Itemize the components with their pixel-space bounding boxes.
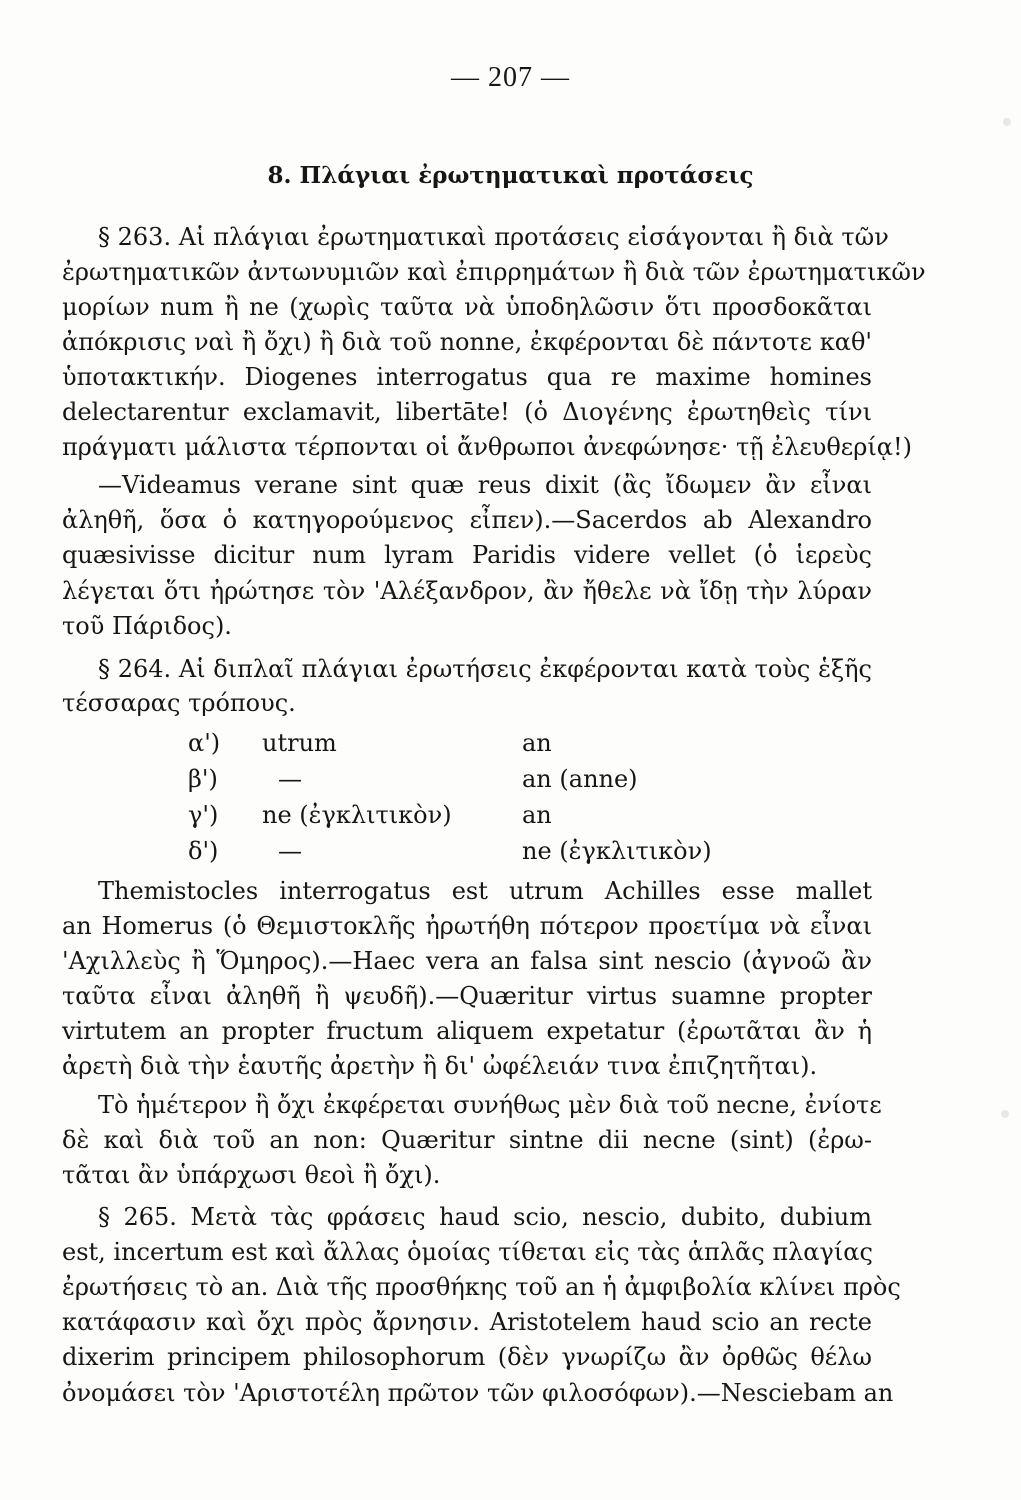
text-line: Τὸ ἡμέτερον ἢ ὄχι ἐκφέρεται συνήθως μὲν διὰ τοῦ necne, ἐνίοτε bbox=[98, 1091, 882, 1119]
scan-dot bbox=[1001, 1110, 1009, 1118]
scan-dot bbox=[1003, 118, 1011, 126]
text-line: ὀνομάσει τὸν 'Αριστοτέλη πρῶτον τῶν φιλοσόφων).—Nesciebam an bbox=[62, 1379, 894, 1407]
section-heading: 8. Πλάγιαι ἐρωτηματικαὶ προτάσεις bbox=[267, 162, 754, 189]
second-particle: an bbox=[522, 801, 552, 829]
text-line: —Videamus verane sint quæ reus dixit (ἂς ἴδωμεν ἂν εἶναι bbox=[98, 471, 872, 499]
text-line: dixerim principem philosophorum (δὲν γνωρίζω ἂν ὀρθῶς θέλω bbox=[62, 1343, 872, 1371]
text-line: quæsivisse dicitur num lyram Paridis videre vellet (ὁ ἱερεὺς bbox=[62, 541, 872, 569]
row-number: γ') bbox=[188, 801, 219, 829]
text-line: ἀρετὴ διὰ τὴν ἑαυτῆς ἀρετὴν ἢ δι' ὠφέλειάν τινα ἐπιζητῆται). bbox=[62, 1052, 818, 1080]
first-particle: ne (ἐγκλιτικὸν) bbox=[262, 801, 452, 829]
first-particle: — bbox=[278, 837, 302, 865]
text-line: § 265. Μετὰ τὰς φράσεις haud scio, nescio, dubito, dubium bbox=[98, 1203, 872, 1231]
text-line: an Homerus (ὁ Θεμιστοκλῆς ἠρωτήθη πότερον προετίμα νὰ εἶναι bbox=[62, 912, 872, 940]
second-particle: ne (ἐγκλιτικὸν) bbox=[522, 837, 712, 865]
first-particle: — bbox=[278, 765, 302, 793]
first-particle: utrum bbox=[262, 729, 337, 757]
text-line: κατάφασιν καὶ ὄχι πρὸς ἄρνησιν. Aristotelem haud scio an recte bbox=[62, 1308, 872, 1336]
text-line: delectarentur exclamavit, libertāte! (ὁ Διογένης ἐρωτηθεὶς τίνι bbox=[62, 398, 872, 426]
text-line: virtutem an propter fructum aliquem expetatur (ἐρωτᾶται ἂν ἡ bbox=[62, 1017, 872, 1045]
text-line: ἐρωτηματικῶν ἀντωνυμιῶν καὶ ἐπιρρημάτων ἢ διὰ τῶν ἐρωτηματικῶν bbox=[62, 258, 926, 286]
second-particle: an bbox=[522, 729, 552, 757]
text-line: est, incertum est καὶ ἄλλας ὁμοίας τίθεται εἰς τὰς ἁπλᾶς πλαγίας bbox=[62, 1238, 873, 1266]
text-line: πράγματι μάλιστα τέρπονται οἱ ἄνθρωποι ἀνεφώνησε· τῇ ἐλευθερίᾳ!) bbox=[62, 433, 912, 461]
text-line: δὲ καὶ διὰ τοῦ an non: Quæritur sintne dii necne (sint) (ἐρω- bbox=[62, 1126, 872, 1154]
text-line: λέγεται ὅτι ἠρώτησε τὸν 'Αλέξανδρον, ἂν ἤθελε νὰ ἴδῃ τὴν λύραν bbox=[62, 577, 872, 605]
text-line: τοῦ Πάριδος). bbox=[62, 612, 232, 640]
row-number: δ') bbox=[188, 837, 219, 865]
text-line: τᾶται ἂν ὑπάρχωσι θεοὶ ἢ ὄχι). bbox=[62, 1161, 441, 1189]
text-line: § 263. Αἱ πλάγιαι ἐρωτηματικαὶ προτάσεις εἰσάγονται ἢ διὰ τῶν bbox=[98, 223, 889, 251]
text-line: ὑποτακτικήν. Diogenes interrogatus qua re maxime homines bbox=[62, 363, 872, 391]
text-line: ἐρωτήσεις τὸ an. Διὰ τῆς προσθήκης τοῦ an ἡ ἀμφιβολία κλίνει πρὸς bbox=[62, 1273, 901, 1301]
text-line: ἀληθῆ, ὅσα ὁ κατηγορούμενος εἶπεν).—Sacerdos ab Alexandro bbox=[62, 506, 872, 534]
text-line: Themistocles interrogatus est utrum Achilles esse mallet bbox=[98, 877, 872, 905]
text-line: τέσσαρας τρόπους. bbox=[62, 689, 296, 717]
second-particle: an (anne) bbox=[522, 765, 638, 793]
text-line: 'Αχιλλεὺς ἢ Ὅμηρος).—Haec vera an falsa sint nescio (ἀγνοῶ ἂν bbox=[62, 947, 872, 975]
text-line: ταῦτα εἶναι ἀληθῆ ἢ ψευδῆ).—Quæritur virtus suamne propter bbox=[62, 982, 872, 1010]
text-line: μορίων num ἢ ne (χωρὶς ταῦτα νὰ ὑποδηλῶσιν ὅτι προσδοκᾶται bbox=[62, 293, 872, 321]
page-number: — 207 — bbox=[451, 62, 570, 93]
row-number: α') bbox=[188, 729, 221, 757]
text-line: ἀπόκρισις ναὶ ἢ ὄχι) ἢ διὰ τοῦ nonne, ἐκφέρονται δὲ πάντοτε καθ' bbox=[62, 328, 872, 356]
text-line: § 264. Αἱ διπλαῖ πλάγιαι ἐρωτήσεις ἐκφέρονται κατὰ τοὺς ἑξῆς bbox=[98, 655, 872, 683]
row-number: β') bbox=[188, 765, 218, 793]
